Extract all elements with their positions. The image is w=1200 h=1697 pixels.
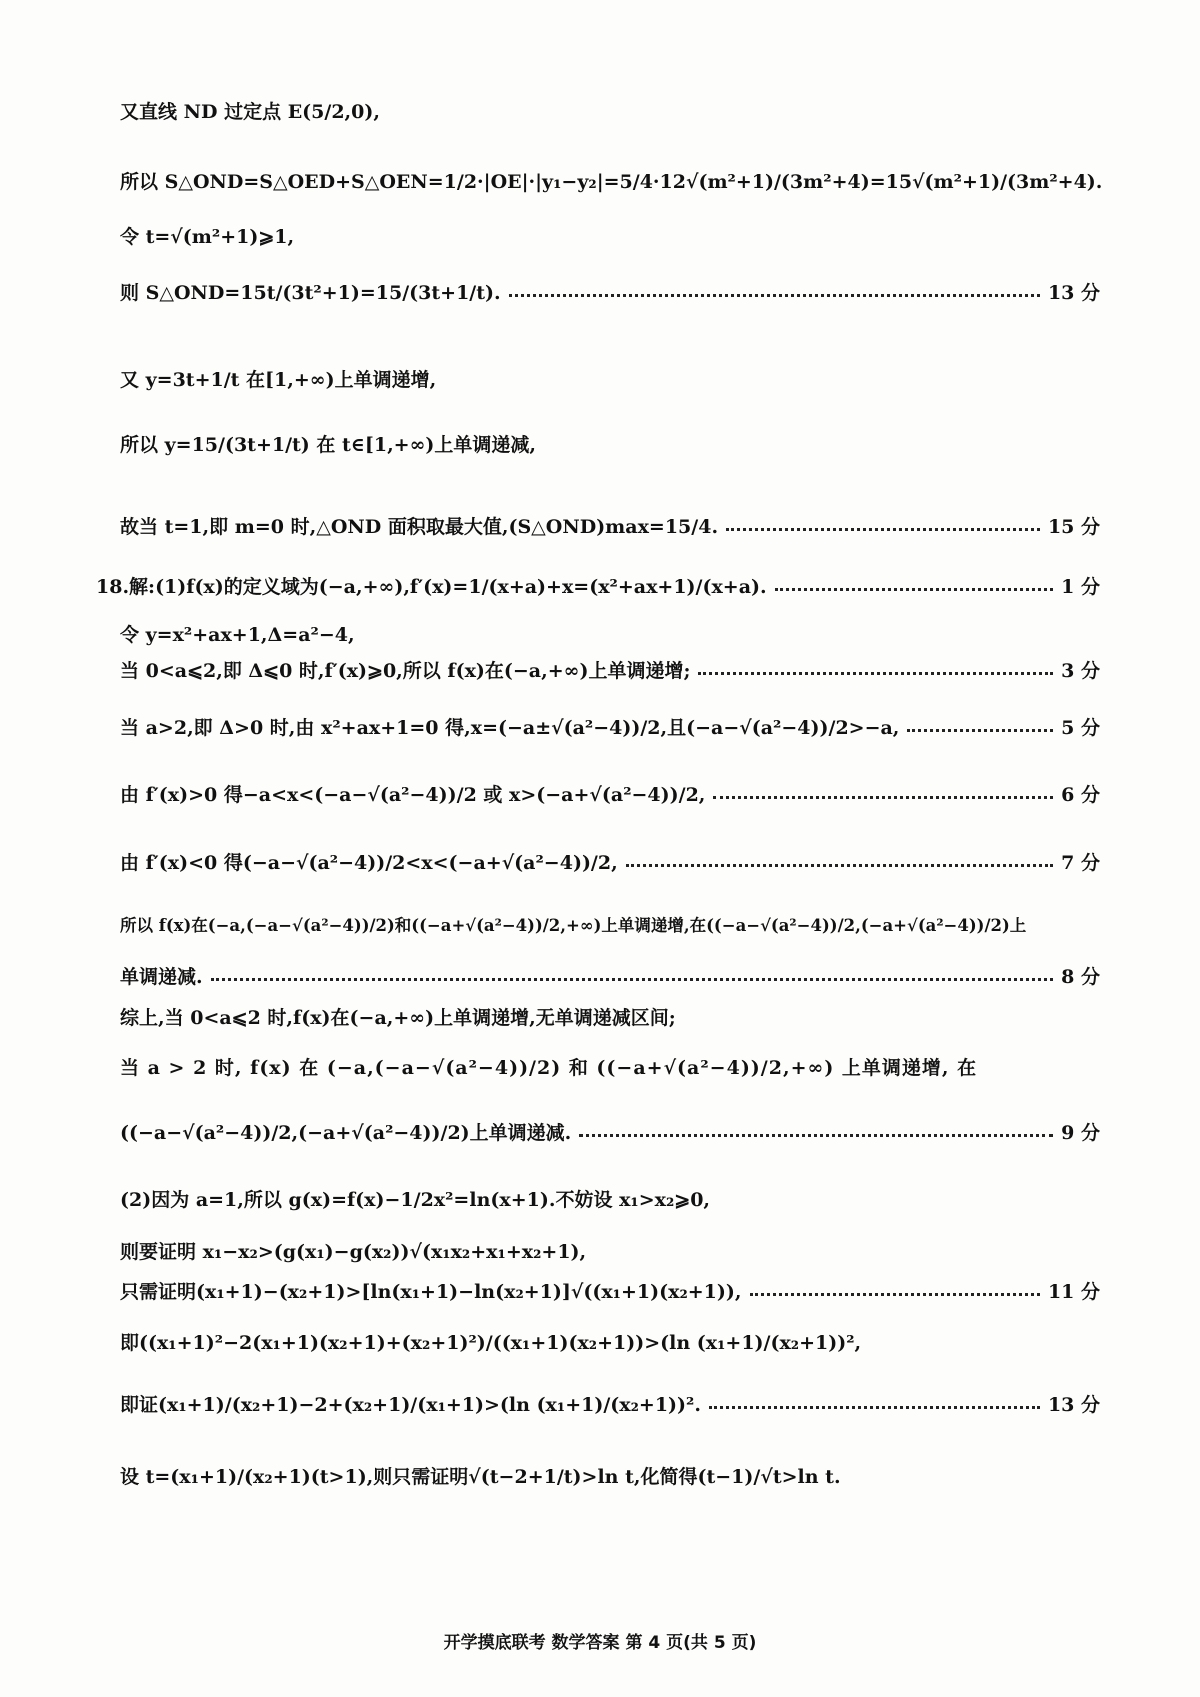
- line-text: 所以 y=15/(3t+1/t) 在 t∈[1,+∞)上单调递减,: [120, 434, 537, 456]
- line-text: 令 y=x²+ax+1,Δ=a²−4,: [120, 624, 355, 646]
- line-text: 所以 S△OND=S△OED+S△OEN=1/2·|OE|·|y₁−y₂|=5/4·12√(m²+1)/(3m²+4)=15√(m²+1)/(3m²+4).: [120, 171, 1103, 193]
- dot-leader: [726, 524, 1040, 531]
- line-8: [96, 572, 1100, 599]
- line-text: 令 t=√(m²+1)⩾1,: [120, 226, 295, 248]
- line-text: 由 f′(x)>0 得−a<x<(−a−√(a²−4))/2 或 x>(−a+√(a²−4))/2,: [120, 784, 706, 806]
- line-24: [120, 1462, 1100, 1489]
- line-13: [120, 848, 1100, 875]
- dot-leader: [750, 1289, 1040, 1296]
- line-text: 则 S△OND=15t/(3t²+1)=15/(3t+1/t).: [120, 282, 501, 304]
- line-2: [120, 167, 1103, 194]
- score-label: 8 分: [1061, 966, 1100, 988]
- line-9: [120, 620, 1100, 647]
- line-20: [120, 1237, 1100, 1264]
- score-label: 5 分: [1061, 717, 1100, 739]
- line-7: [120, 512, 1100, 539]
- score-label: 15 分: [1047, 516, 1100, 538]
- line-6: [120, 430, 1100, 457]
- score-label: 1 分: [1061, 576, 1100, 598]
- score-label: 11 分: [1047, 1281, 1100, 1303]
- line-23: [120, 1390, 1100, 1417]
- score-label: 13 分: [1047, 282, 1100, 304]
- line-18: [120, 1118, 1100, 1145]
- line-text: 设 t=(x₁+1)/(x₂+1)(t>1),则只需证明√(t−2+1/t)>ln t,化简得(t−1)/√t>ln t.: [120, 1466, 841, 1488]
- line-text: 综上,当 0<a⩽2 时,f(x)在(−a,+∞)上单调递增,无单调递减区间;: [120, 1007, 676, 1029]
- line-3: [120, 222, 1100, 249]
- line-text: 18.解:(1)f(x)的定义域为(−a,+∞),f′(x)=1/(x+a)+x=(x²+ax+1)/(x+a).: [96, 576, 767, 598]
- line-text: 所以 f(x)在(−a,(−a−√(a²−4))/2)和((−a+√(a²−4))/2,+∞)上单调递增,在((−a−√(a²−4))/2,(−a+√(a²−4))/2)上: [120, 916, 1027, 935]
- dot-leader: [907, 725, 1053, 732]
- dot-leader: [713, 792, 1053, 799]
- line-5: [120, 365, 1100, 392]
- line-14: [120, 912, 1100, 936]
- score-label: 3 分: [1061, 660, 1100, 682]
- line-text: ((−a−√(a²−4))/2,(−a+√(a²−4))/2)上单调递减.: [120, 1122, 572, 1144]
- line-text: 又 y=3t+1/t 在[1,+∞)上单调递增,: [120, 369, 437, 391]
- line-text: (2)因为 a=1,所以 g(x)=f(x)−1/2x²=ln(x+1).不妨设 x₁>x₂⩾0,: [120, 1189, 711, 1211]
- line-21: [120, 1277, 1100, 1304]
- dot-leader: [579, 1130, 1053, 1137]
- line-11: [120, 713, 1100, 740]
- line-text: 即((x₁+1)²−2(x₁+1)(x₂+1)+(x₂+1)²)/((x₁+1)(x₂+1))>(ln (x₁+1)/(x₂+1))²,: [120, 1332, 862, 1354]
- line-17: [120, 1053, 1100, 1080]
- line-text: 由 f′(x)<0 得(−a−√(a²−4))/2<x<(−a+√(a²−4))/2,: [120, 852, 618, 874]
- line-1: [120, 97, 1100, 124]
- score-label: 13 分: [1047, 1394, 1100, 1416]
- line-text: 当 a > 2 时, f(x) 在 (−a,(−a−√(a²−4))/2) 和 ((−a+√(a²−4))/2,+∞) 上单调递增, 在: [120, 1057, 978, 1079]
- score-label: 6 分: [1061, 784, 1100, 806]
- score-label: 7 分: [1061, 852, 1100, 874]
- score-label: 9 分: [1061, 1122, 1100, 1144]
- line-text: 当 a>2,即 Δ>0 时,由 x²+ax+1=0 得,x=(−a±√(a²−4))/2,且(−a−√(a²−4))/2>−a,: [120, 717, 900, 739]
- line-text: 当 0<a⩽2,即 Δ⩽0 时,f′(x)⩾0,所以 f(x)在(−a,+∞)上单调递增;: [120, 660, 691, 682]
- dot-leader: [626, 860, 1053, 867]
- line-text: 故当 t=1,即 m=0 时,△OND 面积取最大值,(S△OND)max=15/4.: [120, 516, 719, 538]
- line-text: 则要证明 x₁−x₂>(g(x₁)−g(x₂))√(x₁x₂+x₁+x₂+1),: [120, 1241, 587, 1263]
- page-footer: 开学摸底联考 数学答案 第 4 页(共 5 页): [443, 1633, 757, 1653]
- dot-leader: [775, 584, 1054, 591]
- line-text: 即证(x₁+1)/(x₂+1)−2+(x₂+1)/(x₁+1)>(ln (x₁+1)/(x₂+1))².: [120, 1394, 701, 1416]
- line-16: [120, 1003, 1100, 1030]
- line-10: [120, 656, 1100, 683]
- dot-leader: [698, 668, 1053, 675]
- line-12: [120, 780, 1100, 807]
- line-4: [120, 278, 1100, 305]
- line-22: [120, 1328, 1100, 1355]
- dot-leader: [211, 974, 1054, 981]
- line-text: 单调递减.: [120, 966, 203, 988]
- line-text: 又直线 ND 过定点 E(5/2,0),: [120, 101, 380, 123]
- line-15: [120, 962, 1100, 989]
- line-text: 只需证明(x₁+1)−(x₂+1)>[ln(x₁+1)−ln(x₂+1)]√((x₁+1)(x₂+1)),: [120, 1281, 742, 1303]
- dot-leader: [509, 290, 1040, 297]
- dot-leader: [709, 1402, 1040, 1409]
- line-19: [120, 1185, 1100, 1212]
